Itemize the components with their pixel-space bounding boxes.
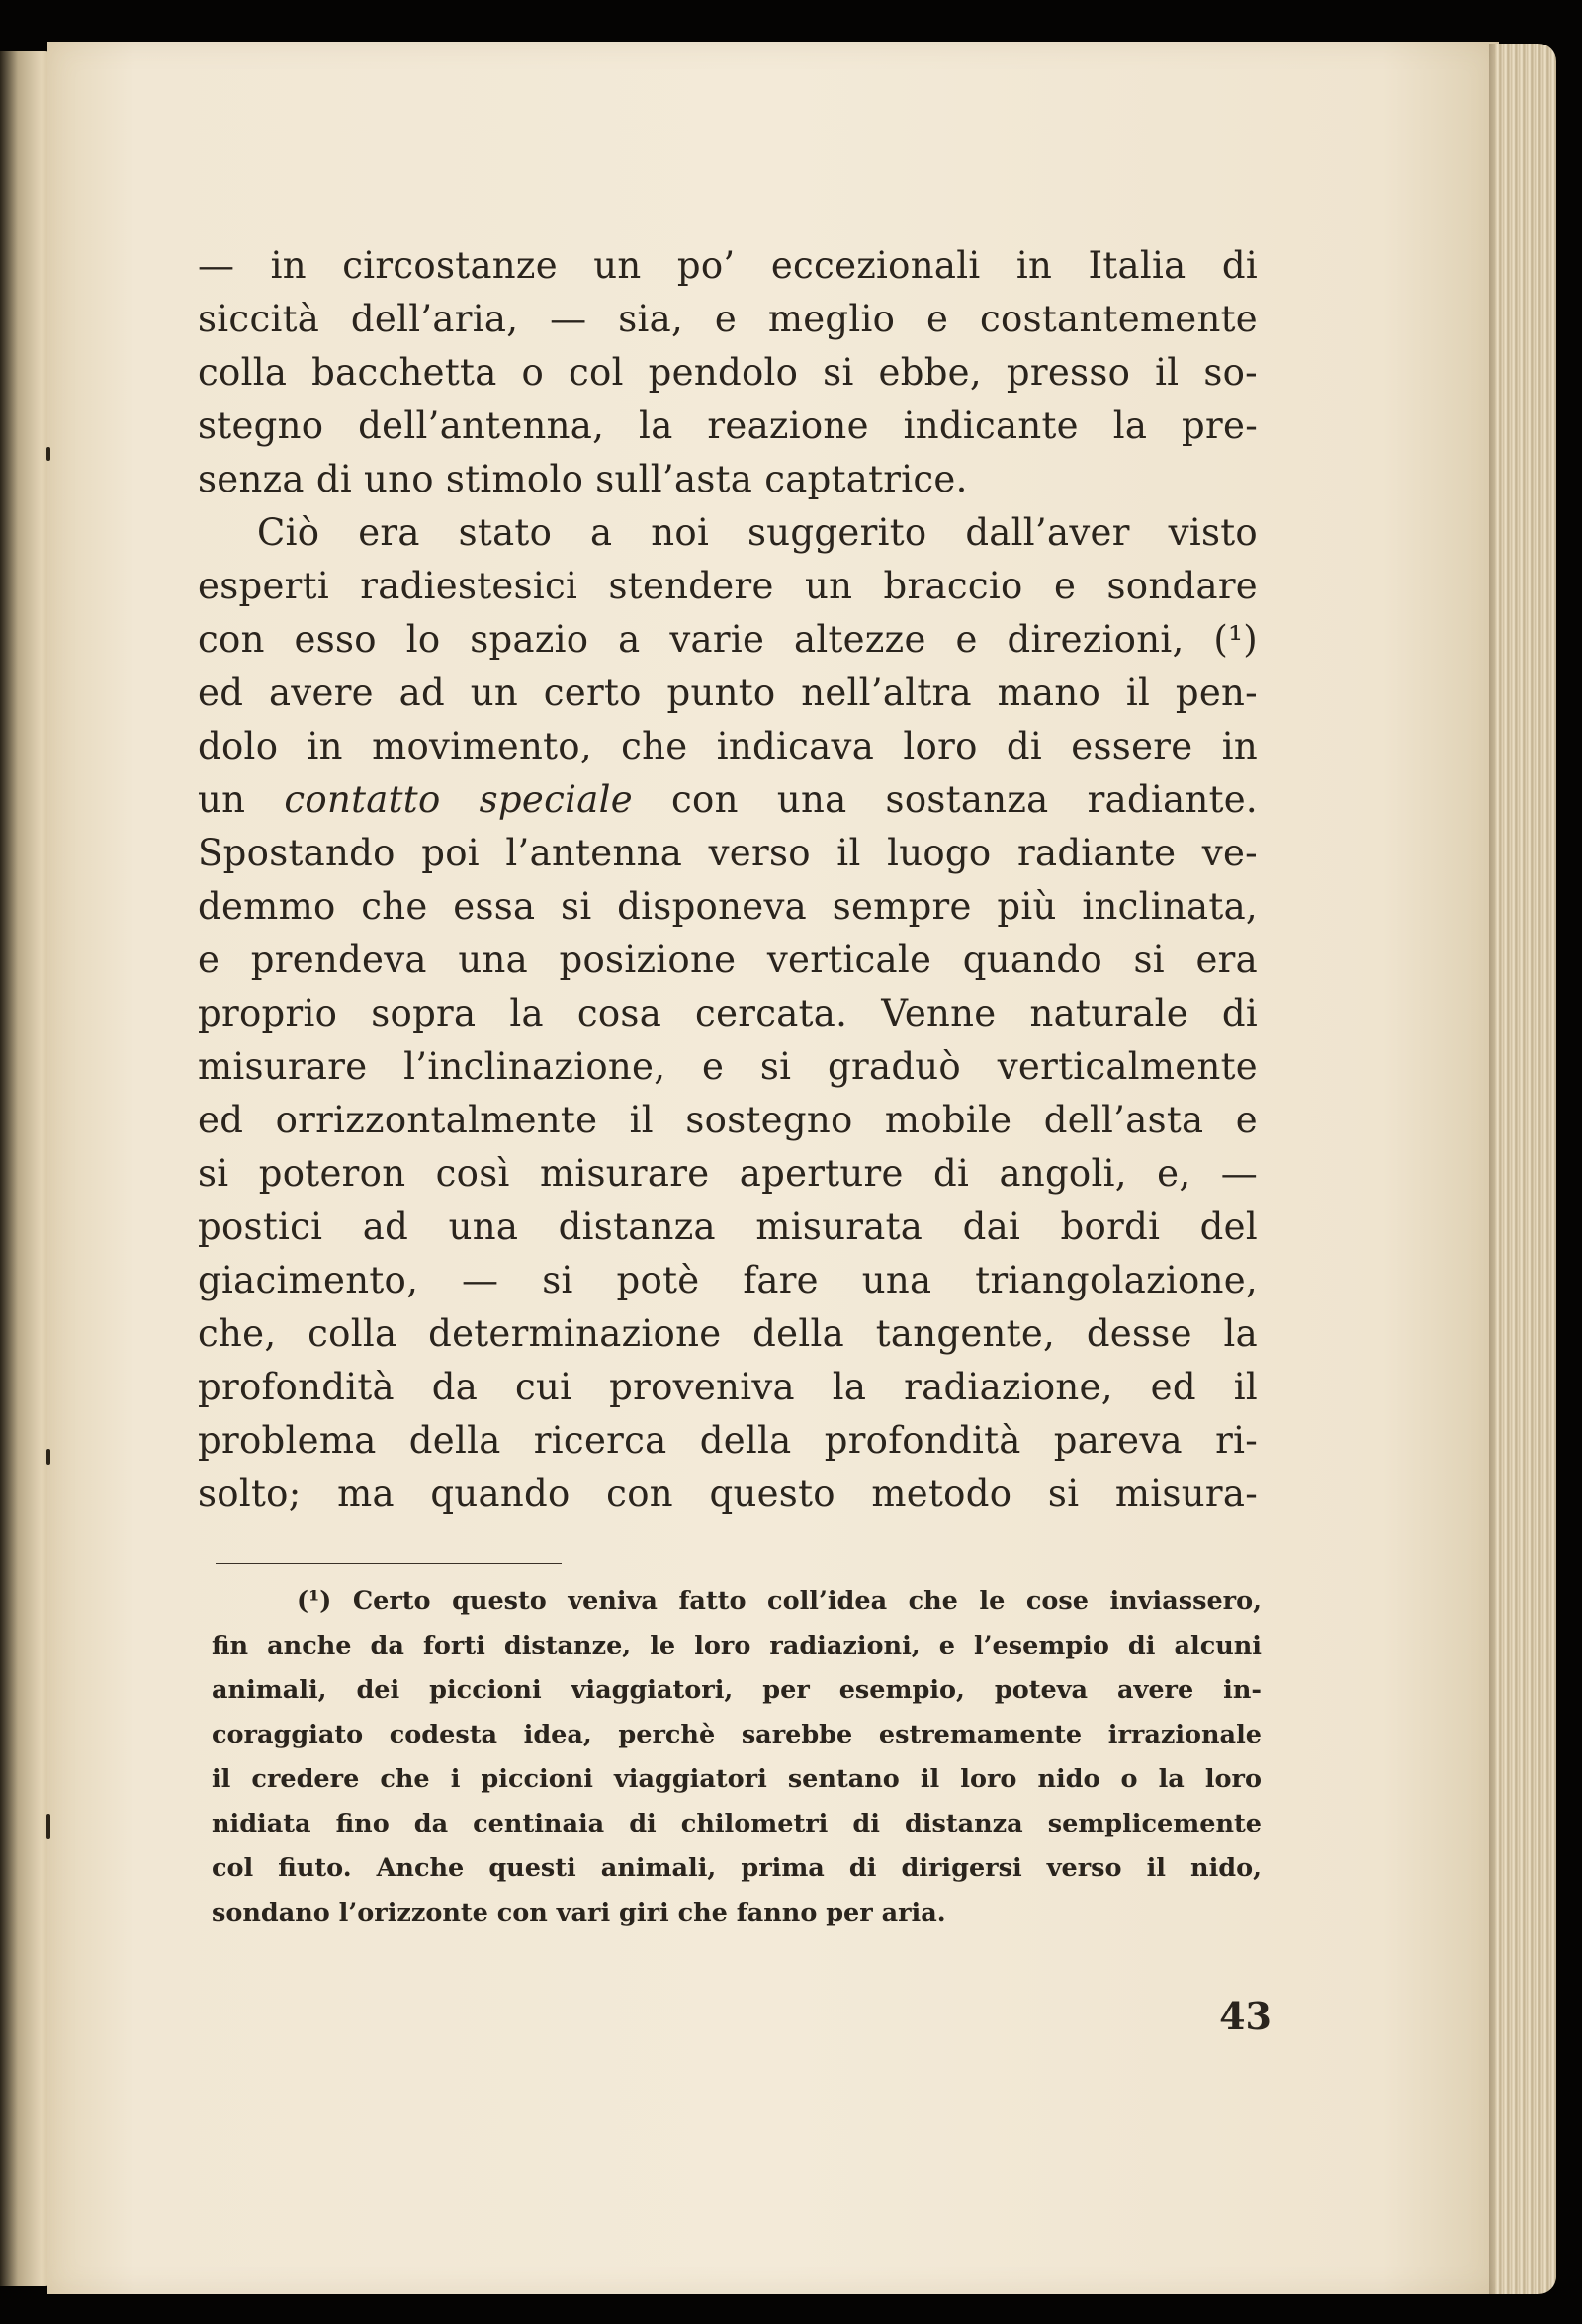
text-line: con esso lo spazio a varie altezze e direzioni, (¹) [198,618,1258,661]
text-line: demmo che essa si disponeva sempre più inclinata, [198,885,1258,928]
text-line: stegno dell’antenna, la reazione indicante la pre- [198,404,1258,447]
text-line: postici ad una distanza misurata dai bordi del [198,1206,1258,1248]
text-line: colla bacchetta o col pendolo si ebbe, presso il so- [198,351,1258,394]
page-edge-stack [1495,44,1556,2294]
text-line: — in circostanze un po’ eccezionali in Italia di [198,244,1258,287]
binding-mark [46,1814,50,1839]
text-line: profondità da cui proveniva la radiazione, ed il [198,1366,1258,1408]
left-page-edge [0,51,51,2286]
text-line: e prendeva una posizione verticale quando si era [198,939,1258,981]
footnote-line: il credere che i piccioni viaggiatori sentano il loro nido o la loro [212,1764,1262,1794]
page-number: 43 [1219,1994,1272,2038]
text-line: proprio sopra la cosa cercata. Venne naturale di [198,992,1258,1034]
binding-mark [46,447,50,461]
binding-mark [46,1449,50,1465]
text-run: con una sostanza radiante. [632,778,1258,821]
text-line: Ciò era stato a noi suggerito dall’aver visto [257,511,1258,554]
footnote-line: col fiuto. Anche questi animali, prima di dirigersi verso il nido, [212,1853,1262,1883]
text-line: problema della ricerca della profondità pareva ri- [198,1419,1258,1462]
text-line: siccità dell’aria, — sia, e meglio e costantemente [198,298,1258,340]
text-line: giacimento, — si potè fare una triangolazione, [198,1259,1258,1301]
footnote-line: nidiata fino da centinaia di chilometri di distanza semplicemente [212,1809,1262,1838]
footnote-separator [216,1563,562,1564]
text-line: ed avere ad un certo punto nell’altra mano il pen- [198,671,1258,714]
text-line: solto; ma quando con questo metodo si misura- [198,1473,1258,1515]
text-line: dolo in movimento, che indicava loro di essere in [198,725,1258,767]
footnote-line: coraggiato codesta idea, perchè sarebbe estremamente irrazionale [212,1720,1262,1749]
footnote-line: fin anche da forti distanze, le loro radiazioni, e l’esempio di alcuni [212,1631,1262,1660]
text-line: senza di uno stimolo sull’asta captatrice. [198,458,968,500]
text-line: che, colla determinazione della tangente, desse la [198,1312,1258,1355]
footnote-line: (¹) Certo questo veniva fatto coll’idea che le cose inviassero, [297,1586,1262,1616]
text-line: misurare l’inclinazione, e si graduò verticalmente [198,1045,1258,1088]
text-line: Spostando poi l’antenna verso il luogo radiante ve- [198,832,1258,874]
body-text [198,239,1258,1521]
italic-phrase: contatto speciale [284,778,633,821]
text-line: si poteron così misurare aperture di angoli, e, — [198,1152,1258,1195]
footnote-line: animali, dei piccioni viaggiatori, per esempio, poteva avere in- [212,1675,1262,1705]
text-line-with-italic [198,773,1258,827]
footnote [212,1579,1262,1935]
text-line: esperti radiestesici stendere un braccio e sondare [198,565,1258,607]
text-run: un [198,778,285,821]
text-line: ed orrizzontalmente il sostegno mobile dell’asta e [198,1099,1258,1141]
footnote-line: sondano l’orizzonte con vari giri che fanno per aria. [212,1898,946,1927]
